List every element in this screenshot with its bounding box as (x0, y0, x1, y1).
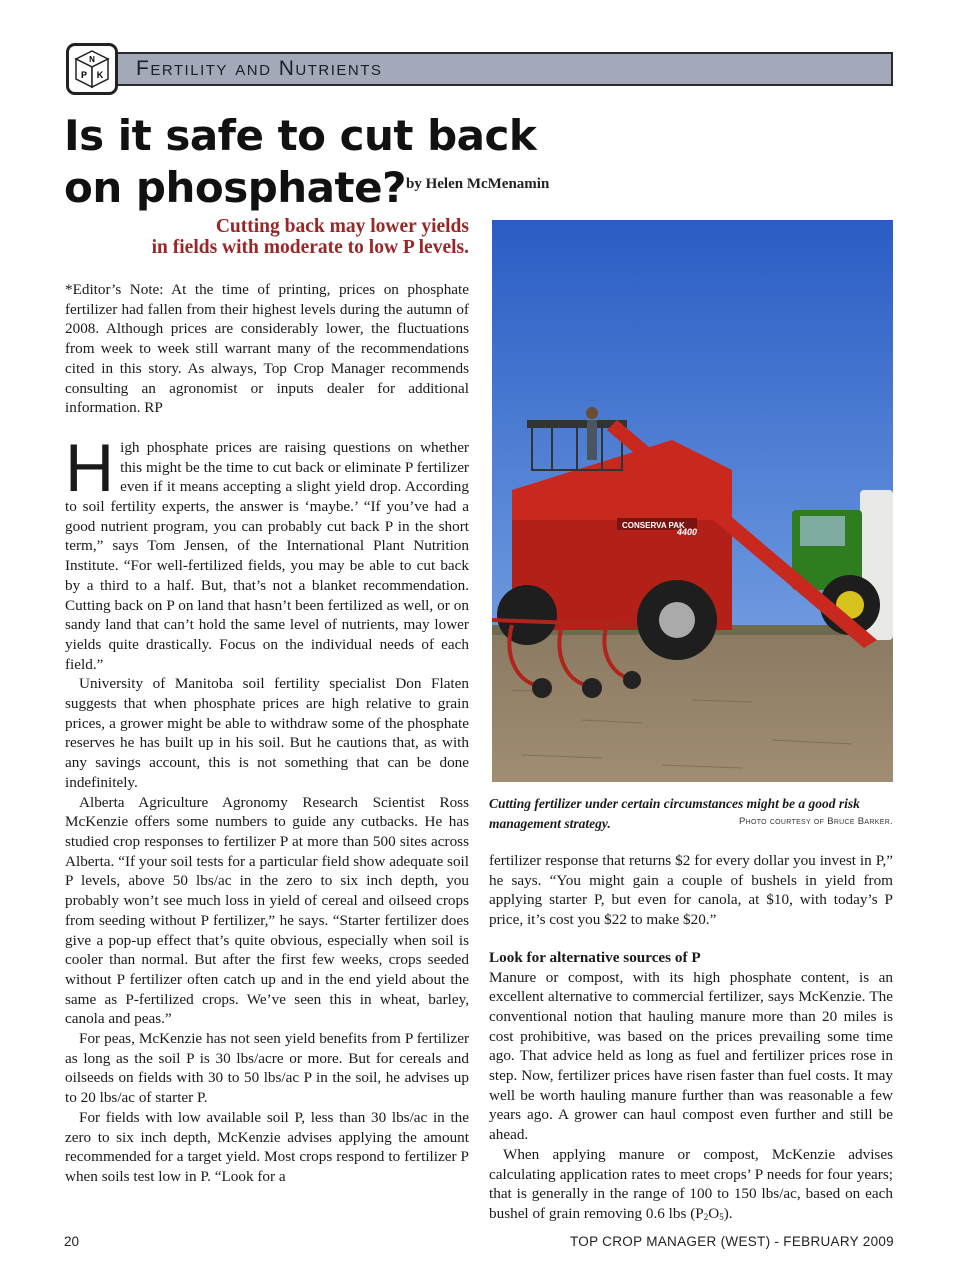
editor-note: *Editor’s Note: At the time of printing, prices on phosphate fertilizer had fallen from their highest levels during the autumn of 2008. Although prices are considerably lower, the fluctuations from week to week still warrant many of the recommendations cited in this story. As always, Top Crop Manager recommends consulting an agronomist or inputs dealer for additional information. RP (65, 281, 469, 417)
headline-line-1: Is it safe to cut back (64, 111, 537, 160)
headline-line-2: on phosphate? (64, 163, 406, 212)
photo-credit: Photo courtesy of Bruce Barker. (738, 816, 893, 827)
deck-line-2: in fields with moderate to low P levels. (151, 237, 469, 258)
body-paragraph: University of Manitoba soil fertility specialist Don Flaten suggests that when phosphate prices are high relative to grain prices, a grower might be able to withdraw some of the phosphate reserves he has built up in his soil. But he cautions that, as with any savings account, this is not something that can be done indefinitely. (65, 675, 469, 791)
logo-letter-p: P (80, 70, 88, 80)
left-column (65, 280, 469, 1187)
page-number: 20 (64, 1234, 80, 1249)
body-paragraph: Manure or compost, with its high phosphate content, is an excellent alternative to commercial fertilizer, says McKenzie. The conventional notion that hauling manure more than 20 miles is cost prohibitive, was based on the prices prevailing some time ago. That advice held as long as fuel and fertilizer prices rose in step. Now, fertilizer prices have risen faster than fuel costs. It may well be worth hauling manure further than was reasonable a few years ago. A grower can haul compost even further and still be ahead. (489, 968, 893, 1144)
body-paragraph: For peas, McKenzie has not seen yield benefits from P fertilizer as long as the soil P is 30 lbs/acre or more. But for cereals and oilseeds on fields with 30 to 50 lbs/ac P in the soil, he advises up to 20 lbs/ac of starter P. (65, 1030, 469, 1107)
publication-footer: TOP CROP MANAGER (WEST) - FEBRUARY 2009 (569, 1234, 894, 1249)
article-headline (64, 110, 624, 214)
body-paragraph: High phosphate prices are raising questions on whether this might be the time to cut back or eliminate P fertilizer even if it means accepting a slight yield drop. According to soil fertility experts, the answer is ‘maybe.’ “If you’ve had a good nutrient program, you can probably cut back P in the short term,” says Tom Jensen, of the International Plant Nutrition Institute. “For well-fertilized fields, you may be able to cut back by a third to a half. But, that’s not a blanket recommendation. Cutting back on P on land that hasn’t been fertilized as well, or on sandy land that can’t hold the same level of nutrients, may lower yields quite drastically. Focus on the individual needs of each field.” (65, 429, 469, 673)
article-photo (492, 220, 893, 782)
deck (64, 216, 469, 258)
byline: by Helen McMenamin (406, 176, 550, 192)
section-title: Fertility and Nutrients (112, 52, 893, 86)
logo-letter-k: K (96, 70, 104, 80)
machine-label: CONSERVA PAK (622, 521, 685, 530)
body-paragraph: When applying manure or compost, McKenzie advises calculating application rates to meet crops’ P needs for four years; that is generally in the range of 100 to 150 lbs/ac, based on each bushel of grain removing 0.6 lbs $(P_2O_5)$. (489, 1145, 893, 1222)
body-paragraph: fertilizer response that returns $2 for every dollar you invest in P,” he says. “You might gain a couple of bushels in yield from applying starter P, but even for canola, at $10, with today’s P price, it’s cost you $22 to make $20.” (489, 852, 893, 929)
npk-logo (66, 43, 118, 95)
subhead: Look for alternative sources of P (489, 948, 701, 966)
body-paragraph: For fields with low available soil P, less than 30 lbs/ac in the zero to six inch depth, McKenzie advises applying the amount recommended for a target yield. Most crops respond to fertilizer P when soils test low in P. “Look for a (65, 1108, 469, 1185)
deck-line-1: Cutting back may lower yields (215, 216, 469, 237)
logo-letter-n: N (89, 55, 95, 64)
drop-cap: H (65, 429, 115, 506)
photo-caption: Cutting fertilizer under certain circumstances might be a good risk management strategy. (489, 796, 860, 831)
body-paragraph: Alberta Agriculture Agronomy Research Scientist Ross McKenzie offers some numbers to guide any cutbacks. He has studied crop responses to fertilizer P at more than 500 sites across Alberta. “If your soil tests for a particular field show adequate soil P levels, above 50 lbs/ac in the zero to six inch depth, you probably won’t see much loss in yield of cereal and oilseed crops from seeding without P fertilizer,” he says. “Starter fertilizer does give a pop-up effect that’s quite obvious, especially when soil is cooler than normal. But after the first few weeks, crops seeded without P fertilizer often catch up and in the end yield about the same as P-fertilized crops. We’ve seen this in wheat, barley, canola and peas.” (65, 793, 469, 1028)
npk-cube-icon (69, 46, 115, 92)
right-column (489, 851, 893, 1228)
machine-number: 4400 (677, 527, 698, 537)
air-seeder-photo (492, 220, 893, 782)
